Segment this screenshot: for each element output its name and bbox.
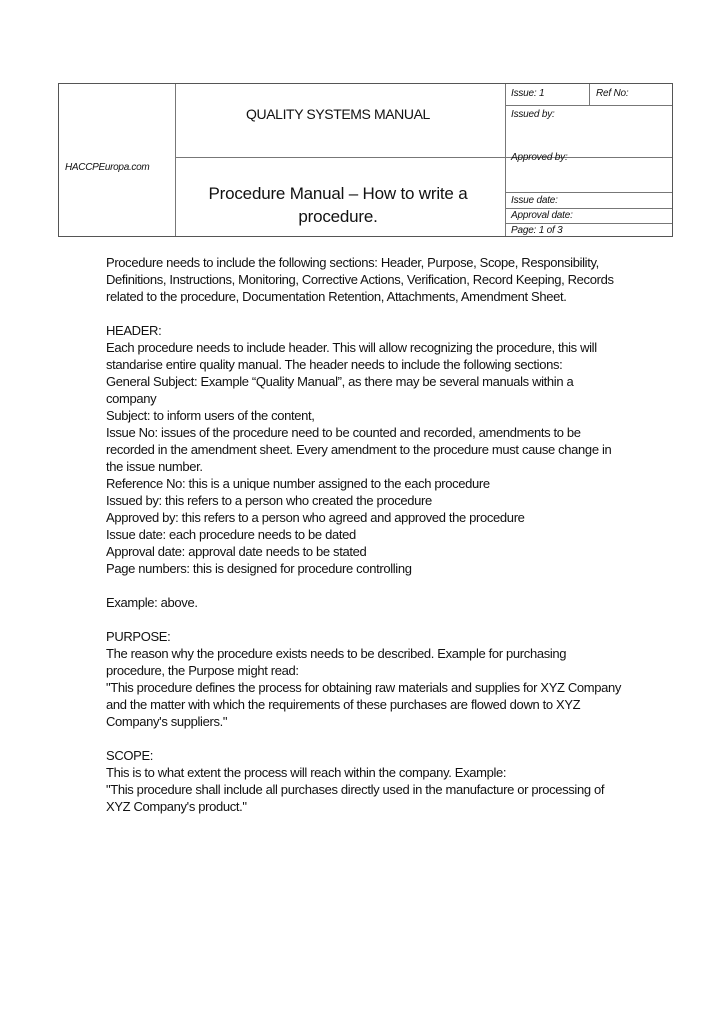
header-section [106, 322, 626, 577]
approval-date-field: Approval date: [511, 210, 573, 221]
manual-title: QUALITY SYSTEMS MANUAL [246, 106, 430, 122]
example-paragraph: Example: above. [106, 595, 198, 610]
company-name: HACCPEuropa.com [65, 162, 150, 173]
scope-line: This is to what extent the process will reach within the company. Example: [106, 765, 507, 780]
section-heading-purpose: PURPOSE: [106, 629, 171, 644]
header-line: Approval date: approval date needs to be stated [106, 544, 367, 559]
approved-by-field: Approved by: [511, 152, 568, 163]
header-line: Page numbers: this is designed for procedure controlling [106, 561, 412, 576]
header-line: Issued by: this refers to a person who created the procedure [106, 493, 432, 508]
ref-no-field: Ref No: [596, 88, 629, 99]
issue-field: Issue: 1 [511, 88, 545, 99]
row-divider-issue-date [505, 192, 672, 193]
document-header-table [58, 83, 673, 237]
header-line: Issue date: each procedure needs to be dated [106, 527, 356, 542]
column-divider-2 [505, 84, 506, 236]
section-heading-header: HEADER: [106, 323, 162, 338]
issued-by-field: Issued by: [511, 109, 555, 120]
header-line: Subject: to inform users of the content, [106, 408, 315, 423]
header-line: General Subject: Example “Quality Manual”, as there may be several manuals within a company [106, 374, 574, 406]
row-divider-issue [505, 105, 672, 106]
page-number-field: Page: 1 of 3 [511, 225, 563, 236]
document-body [106, 254, 626, 832]
header-line: Each procedure needs to include header. This will allow recognizing the procedure, this will standarise entire quality manual. The header needs to include the following sections: [106, 340, 597, 372]
header-line: Approved by: this refers to a person who agreed and approved the procedure [106, 510, 525, 525]
column-divider-1 [175, 84, 176, 236]
header-line: Issue No: issues of the procedure need to be counted and recorded, amendments to be recorded in the amendment sheet. Every amendment to the procedure must cause change in the issue number. [106, 425, 612, 474]
purpose-line: The reason why the procedure exists needs to be described. Example for purchasing procedure, the Purpose might read: [106, 646, 567, 678]
header-line: Reference No: this is a unique number assigned to the each procedure [106, 476, 490, 491]
purpose-line: "This procedure defines the process for obtaining raw materials and supplies for XYZ Company and the matter with which the requirements of these purchases are flowed down to XYZ Company's suppliers." [106, 680, 622, 729]
row-divider-approval-date [505, 208, 672, 209]
procedure-title-line-2: procedure. [298, 207, 378, 226]
procedure-title-line-1: Procedure Manual – How to write a [208, 184, 468, 203]
scope-line: "This procedure shall include all purchases directly used in the manufacture or processing of XYZ Company's product." [106, 782, 605, 814]
column-divider-3 [589, 84, 590, 105]
issue-date-field: Issue date: [511, 195, 558, 206]
purpose-section [106, 628, 626, 730]
row-divider-page [505, 223, 672, 224]
scope-section [106, 747, 626, 815]
intro-paragraph: Procedure needs to include the following sections: Header, Purpose, Scope, Responsibility, Definitions, Instructions, Monitoring, Corrective Actions, Verification, Record Keeping, Records related to the procedure, Documentation Retention, Attachments, Amendment Sheet. [106, 255, 614, 304]
procedure-title [177, 182, 499, 228]
section-heading-scope: SCOPE: [106, 748, 154, 763]
row-divider-middle [175, 157, 672, 158]
